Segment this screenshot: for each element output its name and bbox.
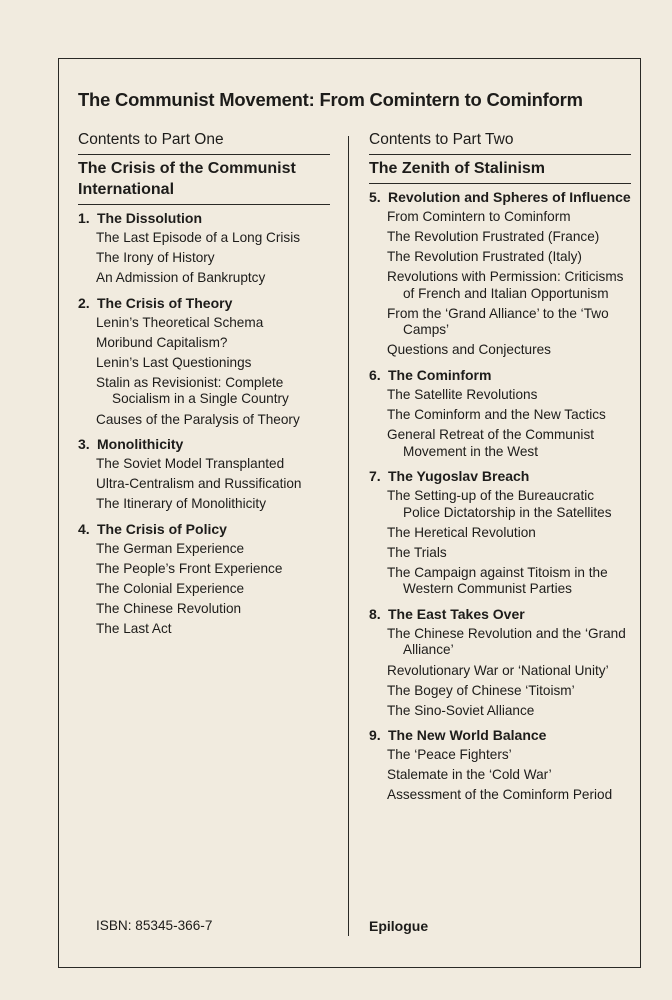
section-entry: Revolutions with Permission: Criticisms of French and Italian Opportunism bbox=[387, 269, 624, 301]
section-entry: Revolutionary War or ‘National Unity’ bbox=[387, 662, 609, 678]
chapter-title bbox=[369, 606, 631, 623]
chapter-title bbox=[78, 210, 330, 227]
chapter bbox=[78, 521, 330, 638]
chapter bbox=[369, 468, 631, 598]
part-two-title: The Zenith of Stalinism bbox=[369, 155, 631, 184]
section-entry: The Sino-Soviet Alliance bbox=[387, 702, 535, 718]
section-entry: The German Experience bbox=[96, 540, 245, 556]
section-entry: The Chinese Revolution and the ‘Grand Alliance’ bbox=[387, 625, 626, 658]
epilogue-entry: Epilogue bbox=[369, 918, 429, 934]
chapter-title bbox=[78, 295, 330, 312]
chapter bbox=[78, 436, 330, 513]
chapter-title-text: The Dissolution bbox=[97, 210, 202, 226]
section-list bbox=[387, 387, 631, 460]
chapter-number: 5. bbox=[369, 189, 381, 205]
chapter bbox=[78, 295, 330, 428]
section-list bbox=[387, 747, 631, 804]
section-entry: The Satellite Revolutions bbox=[387, 386, 538, 402]
chapter-title bbox=[78, 436, 330, 453]
section-entry: The ‘Peace Fighters’ bbox=[387, 747, 512, 763]
part-one-heading: Contents to Part One bbox=[78, 130, 330, 155]
section-entry: The Bogey of Chinese ‘Titoism’ bbox=[387, 682, 575, 698]
chapter bbox=[369, 606, 631, 719]
column-divider bbox=[348, 136, 349, 936]
chapter-number: 1. bbox=[78, 210, 90, 226]
section-entry: Questions and Conjectures bbox=[387, 342, 551, 358]
section-list bbox=[96, 541, 330, 638]
section-list bbox=[96, 456, 330, 513]
section-entry: General Retreat of the Communist Movement in the West bbox=[387, 427, 595, 459]
chapter-title-text: The East Takes Over bbox=[388, 605, 525, 622]
chapter-title-text: The Crisis of Theory bbox=[97, 294, 233, 311]
section-entry: Moribund Capitalism? bbox=[96, 334, 228, 350]
chapter-number: 2. bbox=[78, 294, 90, 311]
part-one-chapters bbox=[78, 210, 330, 638]
section-entry: Assessment of the Cominform Period bbox=[387, 787, 613, 803]
section-entry: Causes of the Paralysis of Theory bbox=[96, 411, 300, 427]
isbn-label: ISBN: 85345-366-7 bbox=[96, 918, 213, 933]
chapter-title bbox=[369, 189, 631, 206]
section-entry: The Revolution Frustrated (France) bbox=[387, 229, 600, 245]
chapter-title-text: The Crisis of Policy bbox=[97, 520, 227, 537]
section-entry: Lenin’s Theoretical Schema bbox=[96, 314, 264, 330]
section-entry: The Revolution Frustrated (Italy) bbox=[387, 249, 582, 265]
section-list bbox=[387, 209, 631, 359]
chapter bbox=[369, 189, 631, 359]
chapter bbox=[369, 727, 631, 804]
part-two-chapters bbox=[369, 189, 631, 804]
section-entry: The Soviet Model Transplanted bbox=[96, 456, 285, 472]
chapter-number: 4. bbox=[78, 520, 90, 537]
section-entry: The Campaign against Titoism in the Western Communist Parties bbox=[387, 564, 608, 597]
chapter-title-text: Monolithicity bbox=[97, 436, 184, 453]
section-entry: The Last Episode of a Long Crisis bbox=[96, 230, 301, 245]
section-list bbox=[387, 626, 631, 719]
section-entry: From the ‘Grand Alliance’ to the ‘Two Camps’ bbox=[387, 305, 609, 338]
section-entry: The Cominform and the New Tactics bbox=[387, 407, 606, 423]
chapter bbox=[78, 210, 330, 287]
section-list bbox=[96, 315, 330, 428]
section-list bbox=[387, 488, 631, 598]
part-two-heading: Contents to Part Two bbox=[369, 130, 631, 155]
section-entry: The Trials bbox=[387, 544, 447, 560]
section-entry: Ultra-Centralism and Russification bbox=[96, 476, 302, 492]
chapter-title-text: The New World Balance bbox=[388, 727, 547, 744]
part-one-column bbox=[78, 130, 330, 641]
section-entry: The Setting-up of the Bureaucratic Police Dictatorship in the Satellites bbox=[387, 488, 612, 520]
chapter-title bbox=[369, 727, 631, 744]
section-entry: From Comintern to Cominform bbox=[387, 209, 571, 224]
chapter-number: 9. bbox=[369, 727, 381, 744]
section-entry: An Admission of Bankruptcy bbox=[96, 270, 266, 286]
section-entry: Stalemate in the ‘Cold War’ bbox=[387, 767, 552, 783]
section-entry: The People’s Front Experience bbox=[96, 560, 283, 576]
chapter-title bbox=[369, 367, 631, 384]
section-entry: The Itinerary of Monolithicity bbox=[96, 496, 266, 512]
chapter bbox=[369, 367, 631, 460]
chapter-title bbox=[369, 468, 631, 485]
chapter-title bbox=[78, 521, 330, 538]
section-entry: The Last Act bbox=[96, 621, 172, 637]
chapter-title-text: The Cominform bbox=[388, 366, 492, 383]
section-entry: The Heretical Revolution bbox=[387, 524, 536, 540]
chapter-number: 6. bbox=[369, 366, 381, 383]
part-one-title: The Crisis of the Communist International bbox=[78, 155, 330, 205]
section-list bbox=[96, 230, 330, 287]
section-entry: The Chinese Revolution bbox=[96, 601, 242, 617]
chapter-title-text: Revolution and Spheres of Influence bbox=[388, 189, 631, 205]
section-entry: Stalin as Revisionist: Complete Socialism in a Single Country bbox=[96, 374, 289, 407]
section-entry: Lenin’s Last Questionings bbox=[96, 354, 252, 370]
section-entry: The Colonial Experience bbox=[96, 580, 245, 596]
chapter-title-text: The Yugoslav Breach bbox=[388, 468, 530, 485]
chapter-number: 8. bbox=[369, 605, 381, 622]
part-two-column bbox=[369, 130, 631, 808]
chapter-number: 3. bbox=[78, 436, 90, 453]
page-title: The Communist Movement: From Comintern to Cominform bbox=[78, 89, 583, 110]
chapter-number: 7. bbox=[369, 468, 381, 485]
section-entry: The Irony of History bbox=[96, 250, 215, 266]
